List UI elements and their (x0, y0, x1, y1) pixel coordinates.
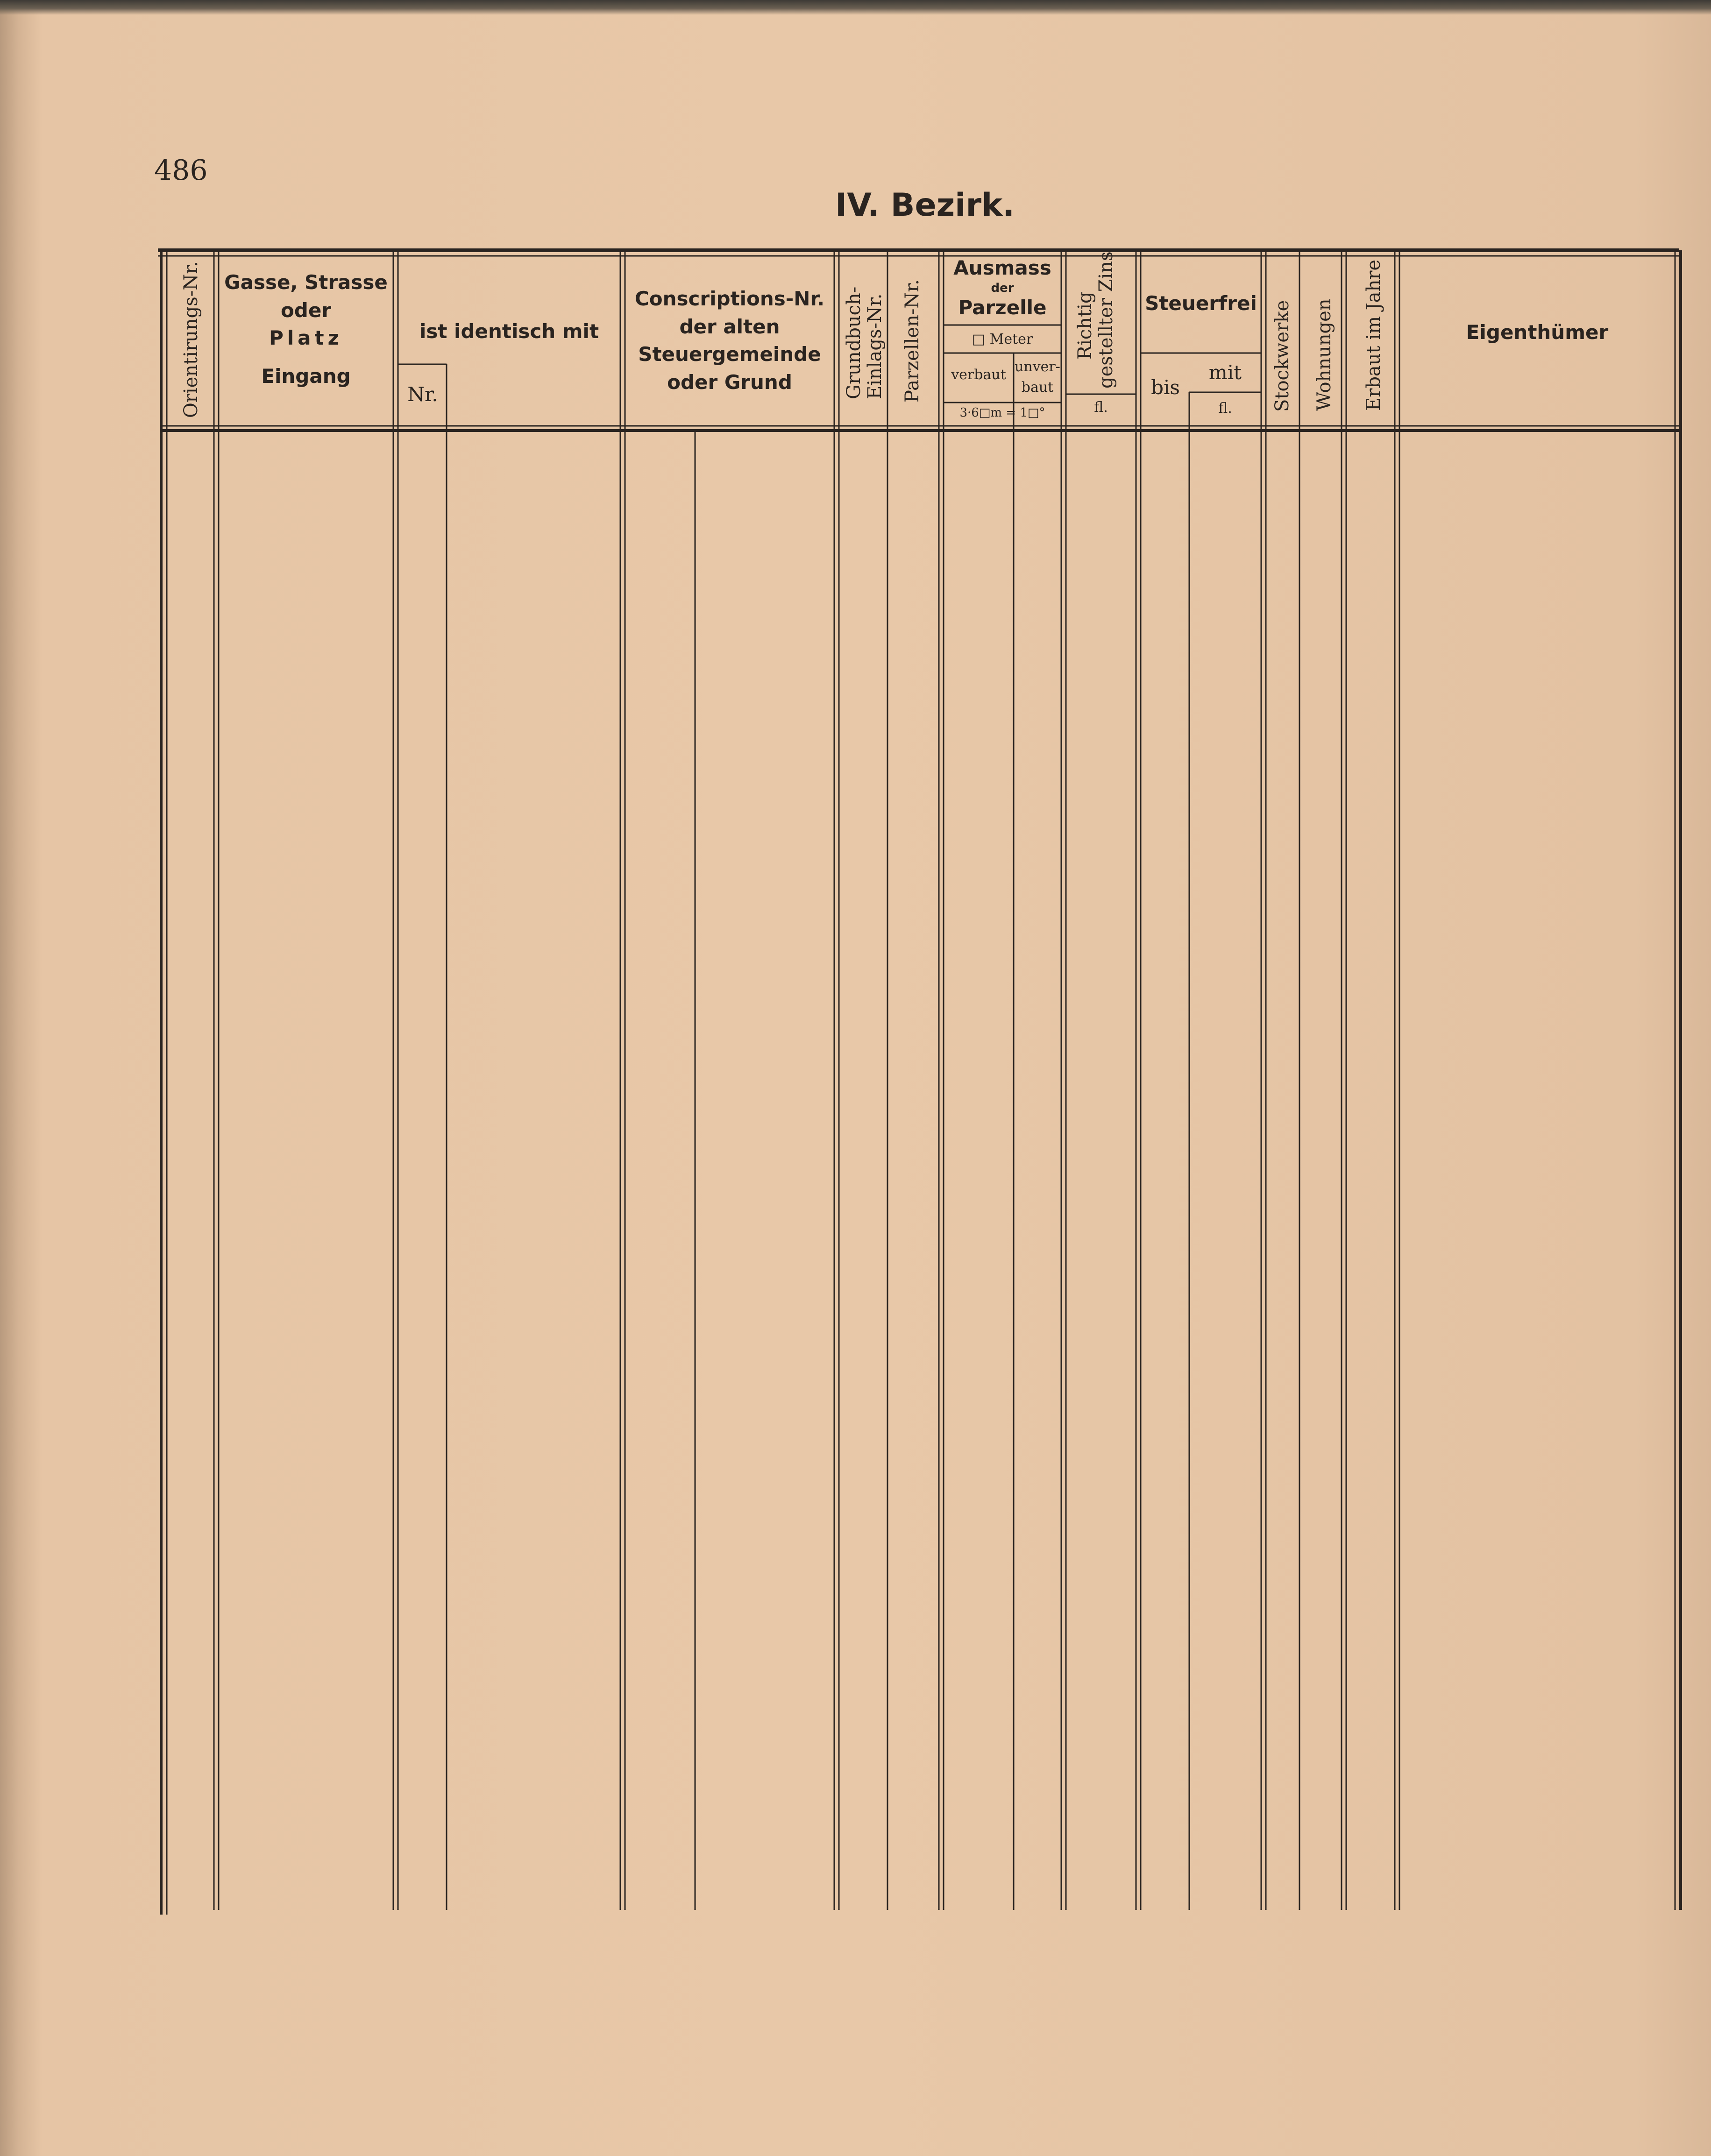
header-steuerfrei-bis: bis (1151, 376, 1180, 399)
header-conscriptions-line2: der alten (679, 315, 780, 338)
header-conscriptions-line4: oder Grund (667, 370, 792, 394)
header-gasse-line2: oder (280, 298, 332, 322)
header-wohnungen: Wohnungen (1313, 298, 1335, 411)
header-ausmass-unverbaut-1: unver- (1015, 359, 1060, 375)
header-conscriptions (626, 285, 833, 396)
header-ausmass-unverbaut-2: baut (1021, 379, 1054, 396)
header-zins-unit: fl. (1094, 399, 1108, 416)
header-parzellen-nr: Parzellen-Nr. (902, 279, 923, 403)
header-orientirungs-nr: Orientirungs-Nr. (180, 261, 202, 418)
header-ausmass-verbaut: verbaut (951, 367, 1006, 383)
header-gasse-line3: Platz (269, 326, 343, 350)
header-zins-line1: Richtig (1074, 291, 1096, 360)
header-zins-line2: gestellter Zins (1095, 251, 1117, 389)
section-title: IV. Bezirk. (835, 187, 1015, 224)
header-grundbuch-line2: Einlags-Nr. (864, 293, 886, 399)
header-erbaut: Erbaut im Jahre (1363, 259, 1384, 411)
header-gasse-line1: Gasse, Strasse (224, 271, 388, 294)
header-ausmass-line2: der (991, 281, 1014, 295)
header-steuerfrei: Steuerfrei (1145, 292, 1257, 315)
header-conscriptions-line3: Steuergemeinde (638, 343, 821, 366)
header-ausmass-line3: Parzelle (958, 296, 1047, 319)
page-number: 486 (154, 154, 208, 187)
header-conscriptions-line1: Conscriptions-Nr. (634, 287, 825, 310)
header-identisch-nr: Nr. (407, 383, 438, 406)
header-grundbuch-line1: Grundbuch- (843, 286, 865, 399)
header-ausmass (944, 256, 1060, 320)
header-gasse (220, 269, 392, 390)
header-ausmass-unit: □ Meter (972, 331, 1033, 347)
header-ausmass-line1: Ausmass (953, 256, 1051, 279)
header-stockwerke: Stockwerke (1271, 300, 1293, 412)
header-ausmass-conversion: 3·6□m = 1□° (959, 406, 1045, 420)
header-ausmass-unverbaut (1015, 357, 1060, 397)
header-eigenthuemer: Eigenthümer (1466, 321, 1609, 344)
header-gasse-line4: Eingang (261, 364, 351, 388)
header-identisch: ist identisch mit (419, 320, 599, 343)
header-steuerfrei-mit: mit (1208, 361, 1242, 384)
header-steuerfrei-unit: fl. (1218, 400, 1232, 417)
